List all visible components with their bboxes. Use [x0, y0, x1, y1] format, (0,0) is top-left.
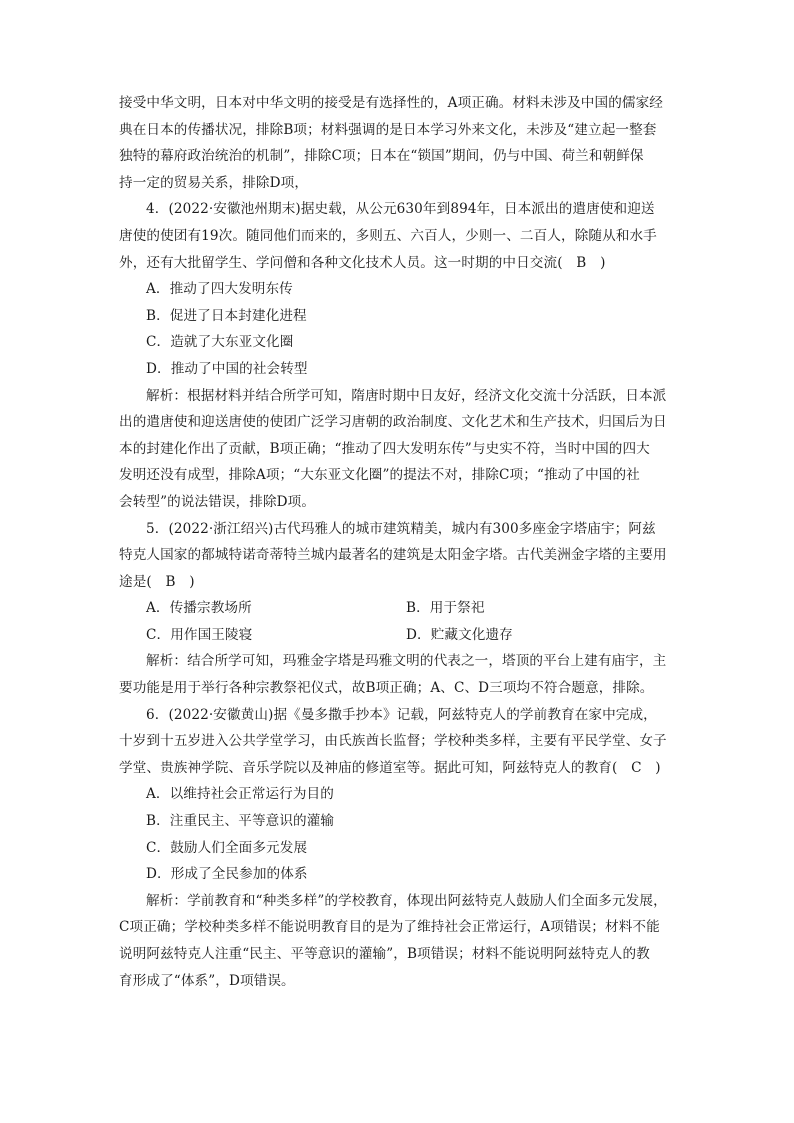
- option-d: D．形成了全民参加的体系: [146, 866, 308, 883]
- option-c: C．造就了大东亚文化圈: [146, 334, 294, 351]
- document-page: [119, 90, 676, 994]
- option-a: A．传播宗教场所: [146, 600, 252, 617]
- analysis-line: 本的封建化作出了贡献，B项正确；“推动了四大发明东传”与史实不符，当时中国的四大: [119, 440, 650, 457]
- option-row: [119, 622, 676, 649]
- analysis-line: 出的遣唐使和迎送唐使的使团广泛学习唐朝的政治制度、文化艺术和生产技术，归国后为日: [119, 414, 667, 431]
- text-line: 接受中华文明，日本对中华文明的接受是有选择性的，A项正确。材料未涉及中国的儒家经: [119, 95, 663, 111]
- option-c: C．鼓励人们全面多元发展: [146, 839, 308, 856]
- question-stem-line: 十岁到十五岁进入公共学堂学习，由氏族酋长监督；学校种类多样，主要有平民学堂、女子: [119, 733, 667, 750]
- analysis-line: 发明还没有成型，排除A项；“大东亚文化圈”的提法不对，排除C项；“推动了中国的社: [119, 467, 640, 484]
- analysis-line: 解析：根据材料并结合所学可知，隋唐时期中日友好，经济文化交流十分活跃，日本派: [146, 387, 667, 404]
- question-stem-line: 6．(2022·安徽黄山)据《曼多撒手抄本》记载，阿兹特克人的学前教育在家中完成，: [146, 706, 657, 723]
- question-stem-line: 唐使的使团有19次。随同他们而来的，多则五、六百人，少则一、二百人，除随从和水手: [119, 227, 657, 244]
- question-4: [119, 196, 676, 515]
- text-line: 典在日本的传播状况，排除B项；材料强调的是日本学习外来文化，未涉及“建立起一整套: [119, 121, 657, 138]
- analysis-line: 会转型”的说法错误，排除D项。: [119, 493, 316, 510]
- option-a: A．以维持社会正常运行为目的: [146, 786, 334, 803]
- question-6: [119, 702, 676, 995]
- option-b: B．注重民主、平等意识的灌输: [146, 813, 335, 830]
- option-d: D．推动了中国的社会转型: [146, 360, 308, 377]
- question-stem-line: 外，还有大批留学生、学问僧和各种文化技术人员。这一时期的中日交流( B ): [119, 254, 606, 271]
- analysis-line: 说明阿兹特克人注重“民主、平等意识的灌输”，B项错误；材料不能说明阿兹特克人的教: [119, 946, 650, 962]
- question-stem-line: 途是( B ): [119, 573, 195, 590]
- question-stem-line: 5．(2022·浙江绍兴)古代玛雅人的城市建筑精美，城内有300多座金字塔庙宇；阿兹: [146, 520, 656, 537]
- option-row: [119, 595, 676, 622]
- question-stem-line: 特克人国家的都城特诺奇蒂特兰城内最著名的建筑是太阳金字塔。古代美洲金字塔的主要用: [119, 547, 667, 564]
- analysis-line: 育形成了“体系”，D项错误。: [119, 972, 295, 989]
- analysis-line: 要功能是用于举行各种宗教祭祀仪式，故B项正确；A、C、D三项均不符合题意，排除。: [119, 680, 654, 697]
- option-a: A．推动了四大发明东传: [146, 281, 293, 298]
- option-b: B．促进了日本封建化进程: [146, 307, 307, 324]
- option-b: B．用于祭祀: [406, 600, 485, 617]
- analysis-line: C项正确；学校种类多样不能说明教育目的是为了维持社会正常运行，A项错误；材料不能: [119, 919, 660, 936]
- question-stem-line: 4．(2022·安徽池州期末)据史载，从公元630年到894年，日本派出的遣唐使和迎送: [146, 201, 655, 218]
- analysis-line: 解析：学前教育和“种类多样”的学校教育，体现出阿兹特克人鼓励人们全面多元发展，: [146, 892, 667, 909]
- text-line: 持一定的贸易关系，排除D项，: [119, 174, 309, 191]
- text-line: 独特的幕府政治统治的机制”，排除C项；日本在“锁国”期间，仍与中国、荷兰和朝鲜保: [119, 148, 644, 165]
- option-d: D．贮藏文化遗存: [406, 626, 513, 643]
- previous-analysis-continuation: [119, 90, 676, 196]
- question-5: [119, 516, 676, 702]
- question-stem-line: 学堂、贵族神学院、音乐学院以及神庙的修道室等。据此可知，阿兹特克人的教育( C ): [119, 759, 661, 776]
- option-c: C．用作国王陵寝: [146, 626, 253, 643]
- analysis-line: 解析：结合所学可知，玛雅金字塔是玛雅文明的代表之一，塔顶的平台上建有庙宇，主: [146, 653, 667, 670]
